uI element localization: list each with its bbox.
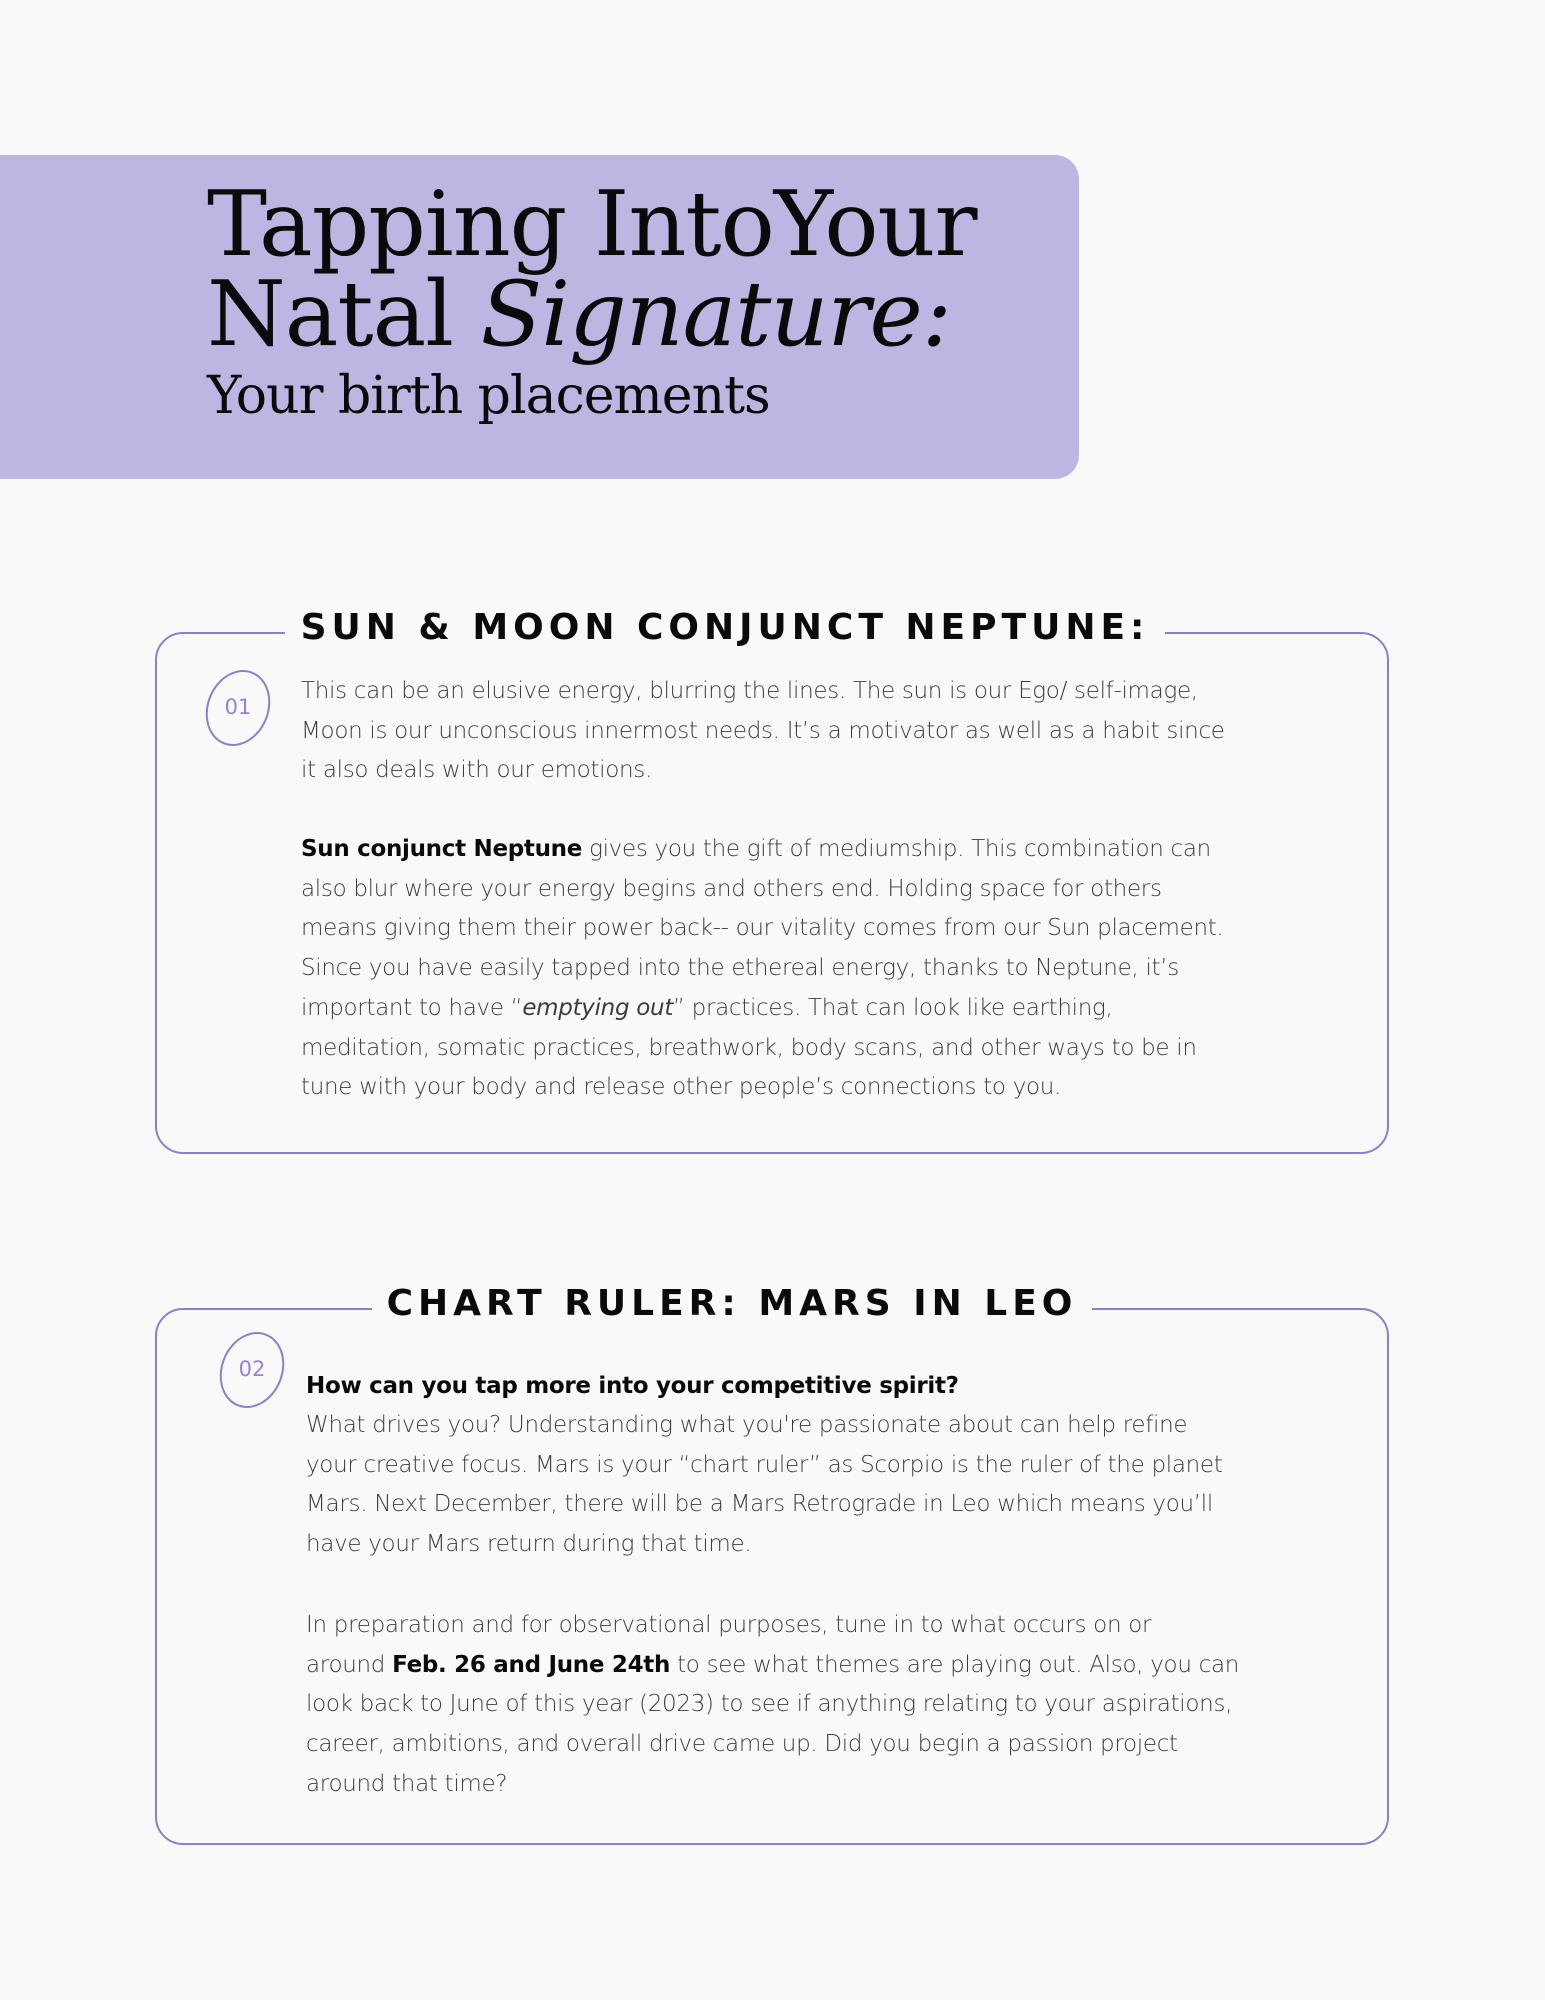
- italic-phrase: emptying out: [522, 994, 674, 1021]
- text-line: gives you the gift of mediumship. This combination can: [582, 836, 1211, 862]
- text-line: to see what themes are playing out. Also, you can: [670, 1651, 1240, 1678]
- title-line-2-prefix: Natal: [207, 262, 481, 367]
- text-line: meditation, somatic practices, breathwork, body scans, and other ways to be in: [301, 1034, 1197, 1061]
- text-line: Moon is our unconscious innermost needs. It’s a motivator as well as a habit since: [301, 717, 1225, 744]
- text-line: ” practices. That can look like earthing,: [673, 994, 1113, 1021]
- text-line: your creative focus. Mars is your “chart ruler” as Scorpio is the ruler of the planet: [306, 1451, 1223, 1478]
- text-line: Since you have easily tapped into the ethereal energy, thanks to Neptune, it’s: [301, 955, 1179, 982]
- section-2-paragraph-1: [306, 1406, 1356, 1565]
- section-2-paragraph-2: [306, 1606, 1356, 1805]
- section-2-question: How can you tap more into your competitive spirit?: [306, 1373, 959, 1399]
- section-1-number: 01: [224, 695, 252, 719]
- text-line: around: [306, 1651, 393, 1678]
- section-1-heading: SUN & MOON CONJUNCT NEPTUNE:: [285, 606, 1165, 650]
- text-line: Mars. Next December, there will be a Mars Retrograde in Leo which means you’ll: [306, 1491, 1213, 1518]
- text-line: it also deals with our emotions.: [301, 757, 652, 784]
- text-line: means giving them their power back-- our vitality comes from our Sun placement.: [301, 915, 1224, 942]
- title-line-2-italic: Signature:: [480, 262, 952, 367]
- text-line: also blur where your energy begins and others end. Holding space for others: [301, 875, 1162, 902]
- text-line: This can be an elusive energy, blurring the lines. The sun is our Ego/ self-image,: [301, 678, 1198, 704]
- text-line: important to have “: [301, 994, 523, 1021]
- section-2-number: 02: [238, 1357, 266, 1381]
- text-line: career, ambitions, and overall drive came up. Did you begin a passion project: [306, 1731, 1178, 1758]
- text-line: What drives you? Understanding what you're passionate about can help refine: [306, 1412, 1188, 1438]
- text-line: have your Mars return during that time.: [306, 1531, 752, 1558]
- bold-dates: Feb. 26 and June 24th: [392, 1651, 671, 1678]
- text-line: look back to June of this year (2023) to see if anything relating to your aspirations,: [306, 1691, 1233, 1718]
- bold-lead: Sun conjunct Neptune: [301, 836, 583, 862]
- text-line: In preparation and for observational purposes, tune in to what occurs on or: [306, 1612, 1152, 1638]
- section-1-paragraph-1: [301, 672, 1351, 791]
- page-title-line-2: [207, 262, 952, 367]
- page-subtitle: Your birth placements: [207, 366, 770, 426]
- text-line: around that time?: [306, 1770, 508, 1797]
- text-line: tune with your body and release other people’s connections to you.: [301, 1074, 1062, 1101]
- section-1-paragraph-2: [301, 830, 1351, 1108]
- section-2-heading: CHART RULER: MARS IN LEO: [372, 1282, 1092, 1326]
- page-title-line-1: Tapping IntoYour: [207, 172, 977, 277]
